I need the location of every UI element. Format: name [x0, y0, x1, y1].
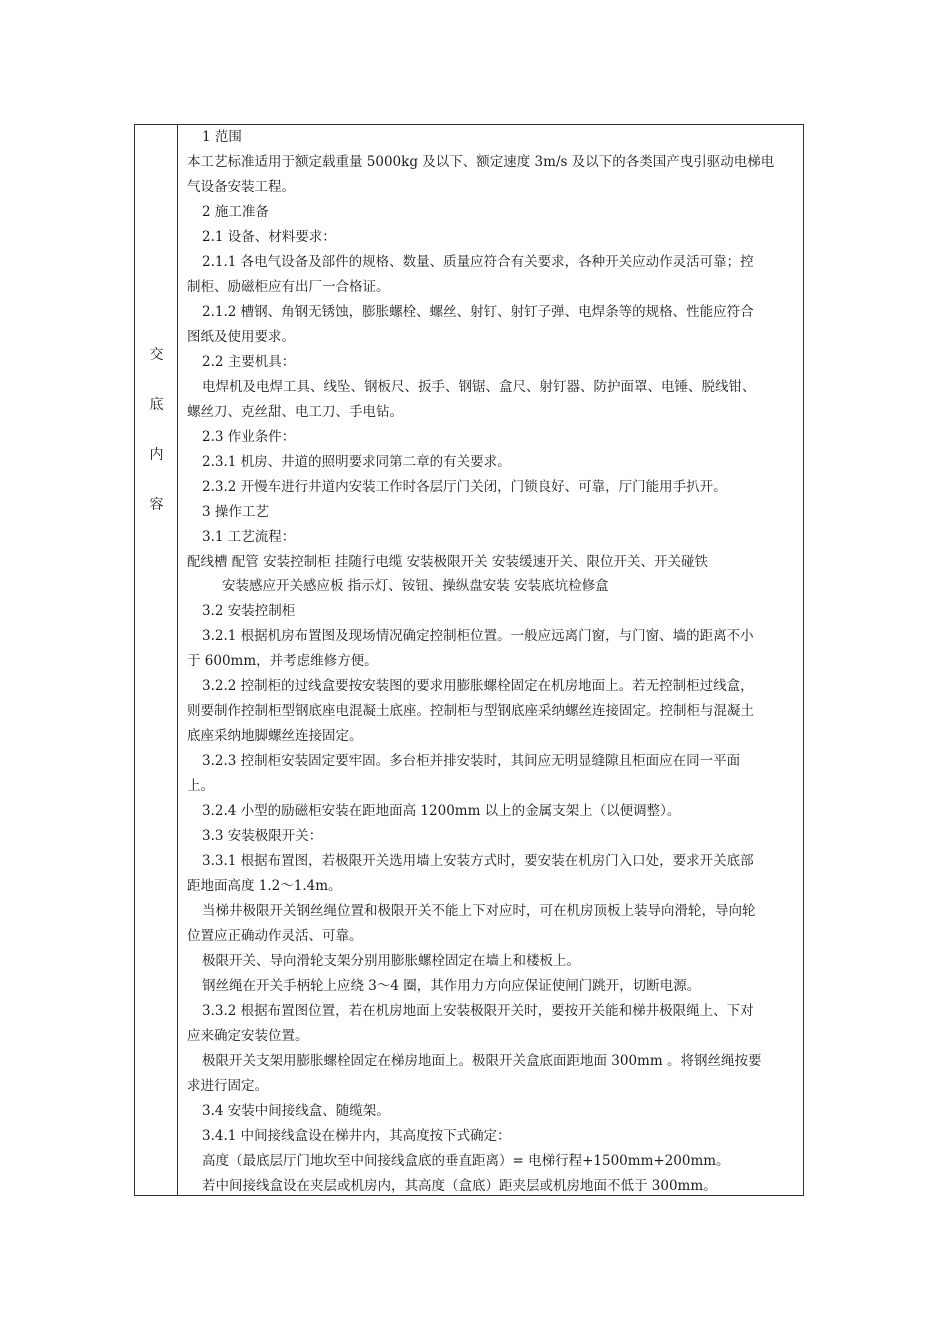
label-char-4: 容 [149, 497, 164, 513]
text-line: 3.3.2 根据布置图位置，若在机房地面上安装极限开关时，要按开关能和梯井极限绳上、下对 [202, 1003, 754, 1019]
text-line: 钢丝绳在开关手柄轮上应绕 3～4 圈，其作用力方向应保证使闸门跳开，切断电源。 [202, 978, 701, 994]
instruction-table [134, 124, 804, 1196]
text-line: 3.1 工艺流程： [202, 529, 296, 545]
text-line: 高度（最底层厅门地坎至中间接线盒底的垂直距离）= 电梯行程+1500mm+200mm。 [202, 1153, 730, 1169]
text-line: 位置应正确动作灵活、可靠。 [187, 928, 363, 944]
text-line: 2.3.2 开慢车进行井道内安装工作时各层厅门关闭，门锁良好、可靠，厅门能用手扒开。 [202, 479, 727, 495]
text-line: 3 操作工艺 [202, 504, 269, 520]
text-line: 2.1.1 各电气设备及部件的规格、数量、质量应符合有关要求，各种开关应动作灵活可靠；控 [202, 254, 754, 270]
text-line: 3.4 安装中间接线盒、随缆架。 [202, 1103, 390, 1119]
text-line: 于 600mm，并考虑维修方便。 [187, 653, 378, 669]
text-line: 2.1 设备、材料要求： [202, 229, 336, 245]
text-line: 制柜、励磁柜应有出厂一合格证。 [187, 279, 390, 295]
text-line: 3.3.1 根据布置图，若极限开关选用墙上安装方式时，要安装在机房门入口处，要求开关底部 [202, 853, 754, 869]
text-line: 应来确定安装位置。 [187, 1028, 309, 1044]
text-line: 2.2 主要机具： [202, 354, 296, 370]
text-line: 安装感应开关感应板 指示灯、铵钮、操纵盘安装 安装底坑检修盒 [222, 578, 609, 594]
text-line: 极限开关、导向滑轮支架分别用膨胀螺栓固定在墙上和楼板上。 [202, 953, 580, 969]
text-line: 2.3 作业条件： [202, 429, 296, 445]
label-char-1: 交 [149, 347, 164, 363]
text-line: 则要制作控制柜型钢底座电混凝土底座。控制柜与型钢底座采纳螺丝连接固定。控制柜与混凝土 [187, 703, 754, 719]
text-line: 3.2.2 控制柜的过线盒要按安装图的要求用膨胀螺栓固定在机房地面上。若无控制柜过线盒， [202, 678, 754, 694]
text-line: 2 施工准备 [202, 204, 269, 220]
label-column [135, 125, 178, 1195]
text-line: 2.3.1 机房、井道的照明要求同第二章的有关要求。 [202, 454, 511, 470]
text-line: 螺丝刀、克丝甜、电工刀、手电钻。 [187, 404, 403, 420]
text-line: 当梯井极限开关钢丝绳位置和极限开关不能上下对应时，可在机房顶板上装导向滑轮，导向轮 [202, 903, 756, 919]
text-line: 3.2.4 小型的励磁柜安装在距地面高 1200mm 以上的金属支架上（以便调整）。 [202, 803, 681, 819]
text-line: 3.2.1 根据机房布置图及现场情况确定控制柜位置。一般应远离门窗，与门窗、墙的距离不小 [202, 628, 754, 644]
text-line: 配线槽 配管 安装控制柜 挂随行电缆 安装极限开关 安装缓速开关、限位开关、开关碰铁 [187, 554, 708, 570]
text-line: 3.3 安装极限开关： [202, 828, 323, 844]
label-char-2: 底 [149, 397, 164, 413]
text-line: 2.1.2 槽钢、角钢无锈蚀，膨胀螺栓、螺丝、射钉、射钉子弹、电焊条等的规格、性能应符合 [202, 304, 754, 320]
text-line: 底座采纳地脚螺丝连接固定。 [187, 728, 363, 744]
text-line: 距地面高度 1.2～1.4m。 [187, 878, 342, 894]
text-line: 1 范围 [202, 129, 242, 145]
text-line: 若中间接线盒设在夹层或机房内，其高度（盒底）距夹层或机房地面不低于 300mm。 [202, 1178, 717, 1194]
text-line: 电焊机及电焊工具、线坠、钢板尺、扳手、钢锯、盒尺、射钉器、防护面罩、电锤、脱线钳、 [202, 379, 756, 395]
text-line: 极限开关支架用膨胀螺栓固定在梯房地面上。极限开关盒底面距地面 300mm 。将钢丝绳按要 [202, 1053, 762, 1069]
text-line: 3.4.1 中间接线盒设在梯井内，其高度按下式确定： [202, 1128, 511, 1144]
text-line: 本工艺标准适用于额定载重量 5000kg 及以下、额定速度 3m/s 及以下的各类国产曳引驱动电梯电 [187, 154, 775, 170]
text-line: 气设备安装工程。 [187, 179, 295, 195]
text-line: 图纸及使用要求。 [187, 329, 295, 345]
text-line: 3.2.3 控制柜安装固定要牢固。多台柜并排安装时，其间应无明显缝隙且柜面应在同一平面 [202, 753, 741, 769]
text-line: 3.2 安装控制柜 [202, 603, 296, 619]
text-line: 上。 [187, 778, 214, 794]
text-line: 求进行固定。 [187, 1078, 268, 1094]
label-char-3: 内 [149, 447, 164, 463]
